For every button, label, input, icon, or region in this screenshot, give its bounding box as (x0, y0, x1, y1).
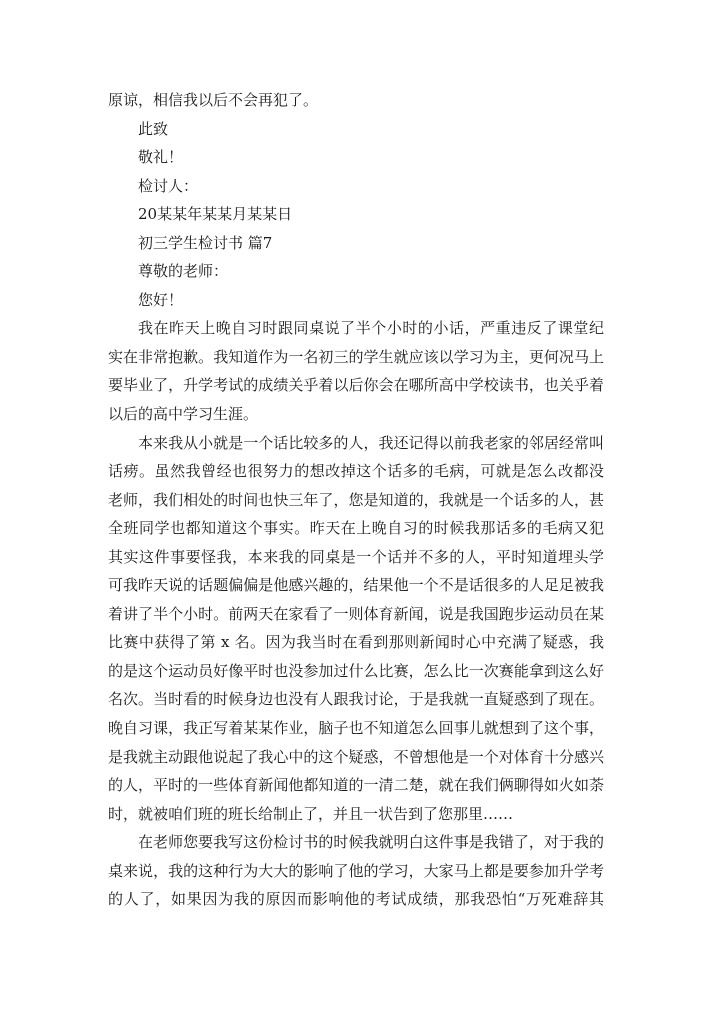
text-line: 可我昨天说的话题偏偏是他感兴趣的，结果他一个不是话很多的人足足被我 (108, 576, 604, 595)
text-line: 在老师您要我写这份检讨书的时候我就明白这件事是我错了，对于我的 (138, 833, 604, 852)
text-line: 桌来说，我的这种行为大大的影响了他的学习，大家马上都是要参加升学考 (108, 861, 604, 880)
text-line: 名次。当时看的时候身边也没有人跟我讨论，于是我就一直疑惑到了现在。 (108, 690, 604, 709)
text-line: 老师，我们相处的时间也快三年了，您是知道的，我就是一个话多的人，甚 (108, 490, 604, 509)
text-line: 20某某年某某月某某日 (138, 205, 293, 224)
text-line: 全班同学也都知道这个事实。昨天在上晚自习的时候我那话多的毛病又犯 (108, 519, 604, 538)
text-line: 的人，平时的一些体育新闻他都知道的一清二楚，就在我们俩聊得如火如荼 (108, 776, 604, 795)
text-line: 检讨人： (138, 176, 199, 195)
text-line: 我在昨天上晚自习时跟同桌说了半个小时的小话，严重违反了课堂纪 (138, 319, 604, 338)
text-line: 您好！ (138, 290, 184, 309)
text-line: 原谅，相信我以后不会再犯了。 (108, 91, 319, 109)
document-page (108, 86, 604, 914)
text-line: 是我就主动跟他说起了我心中的这个疑惑，不曾想他是一个对体育十分感兴 (108, 747, 604, 766)
text-line: 此致 (138, 119, 169, 138)
text-line: 的是这个运动员好像平时也没参加过什么比赛，怎么比一次赛能拿到这么好 (108, 661, 604, 680)
text-line: 要毕业了，升学考试的成绩关乎着以后你会在哪所高中学校读书，也关乎着 (108, 376, 604, 395)
text-line: 初三学生检讨书 篇7 (138, 233, 273, 252)
text-line: 其实这件事要怪我，本来我的同桌是一个话并不多的人，平时知道埋头学 (108, 547, 604, 566)
text-line: 着讲了半个小时。前两天在家看了一则体育新闻，说是我国跑步运动员在某 (108, 604, 604, 623)
text-line: 本来我从小就是一个话比较多的人，我还记得以前我老家的邻居经常叫 (138, 433, 604, 452)
text-line: 实在非常抱歉。我知道作为一名初三的学生就应该以学习为主，更何况马上 (108, 347, 604, 366)
text-line: 比赛中获得了第 x 名。因为我当时在看到那则新闻时心中充满了疑惑，我 (108, 633, 604, 652)
text-line: 以后的高中学习生涯。 (108, 405, 259, 424)
text-line: 敬礼！ (138, 148, 184, 167)
text-line: 时，就被咱们班的班长给制止了，并且一状告到了您那里…… (108, 804, 514, 823)
text-line: 话痨。虽然我曾经也很努力的想改掉这个话多的毛病，可就是怎么改都没 (108, 462, 604, 481)
text-line: 晚自习课，我正写着某某作业，脑子也不知道怎么回事儿就想到了这个事， (108, 719, 604, 738)
text-line: 尊敬的老师： (138, 262, 229, 281)
text-line: 的人了，如果因为我的原因而影响他的考试成绩，那我恐怕“万死难辞其 (108, 890, 604, 909)
